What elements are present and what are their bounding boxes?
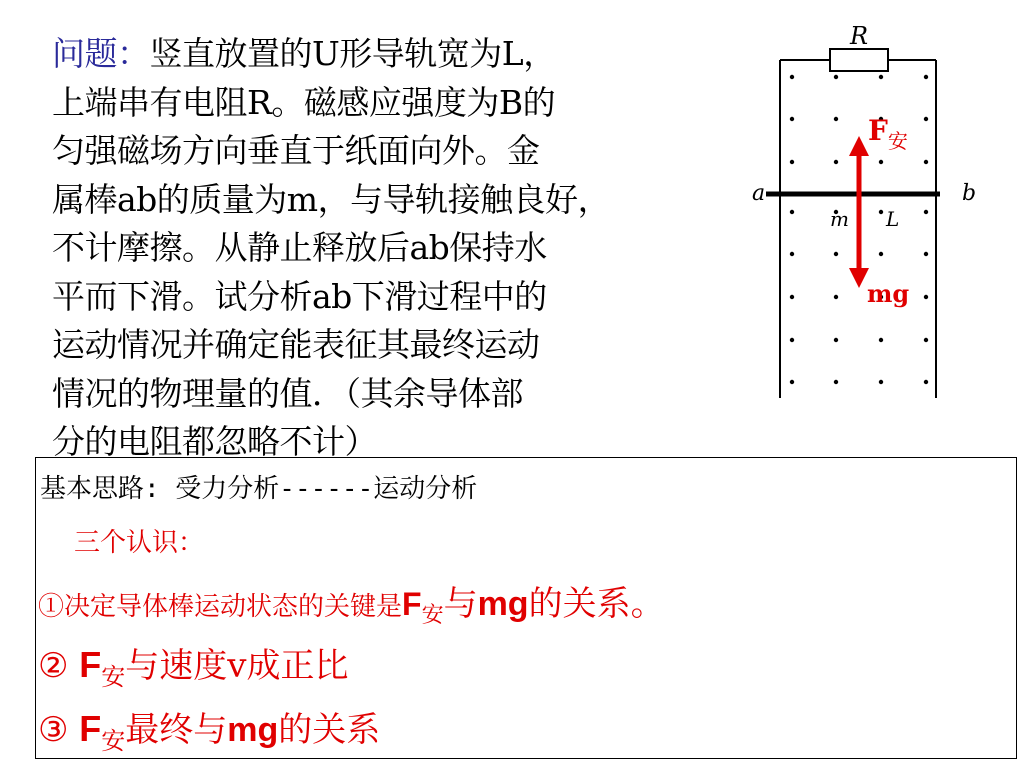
field-dot (834, 380, 838, 384)
rod-end-a: a (752, 181, 766, 206)
problem-line-2: 上端串有电阻R。磁感应强度为B的 (52, 82, 556, 122)
resistor-label: R (849, 22, 869, 50)
field-dot (924, 252, 928, 256)
point-2: ② $F_安$与速度v成正比 (38, 644, 349, 691)
force-arrows (849, 136, 869, 288)
resistor (830, 49, 888, 71)
field-dot (879, 160, 883, 164)
field-dot (790, 295, 794, 299)
problem-line-1 (52, 30, 702, 79)
field-dot (879, 338, 883, 342)
problem-text (52, 30, 702, 467)
circuit-diagram (748, 22, 988, 402)
three-points-heading: 三个认识： (74, 528, 205, 558)
problem-label: 问题： (52, 34, 150, 73)
field-dot (790, 210, 794, 214)
field-dot (834, 338, 838, 342)
summary-box (35, 457, 1017, 759)
field-dot (924, 338, 928, 342)
problem-line-3: 匀强磁场方向垂直于纸面向外。金 (52, 131, 540, 170)
field-dot (834, 117, 838, 121)
field-dot (879, 380, 883, 384)
problem-line-9: 分的电阻都忽略不计） (52, 422, 377, 461)
field-dot (879, 252, 883, 256)
field-dot (879, 210, 883, 214)
problem-text-line: 竖直放置的U形导轨宽为L， (149, 34, 556, 73)
field-dot (834, 295, 838, 299)
length-label: L (886, 207, 900, 231)
field-dot (924, 210, 928, 214)
point-1: ①决定导体棒运动状态的关键是$F_安$与mg的关系。 (38, 584, 665, 628)
field-dot (790, 117, 794, 121)
field-dot (924, 380, 928, 384)
field-dot (790, 252, 794, 256)
field-dot (924, 295, 928, 299)
problem-line-8: 情况的物理量的值．（其余导体部 (52, 373, 523, 413)
problem-line-5: 不计摩擦。从静止释放后ab保持水 (52, 228, 547, 267)
field-dot (790, 380, 794, 384)
field-dot (924, 75, 928, 79)
rod-end-b: b (962, 181, 977, 206)
problem-line-6: 平而下滑。试分析ab下滑过程中的 (52, 276, 547, 316)
field-dot (879, 75, 883, 79)
field-dot (834, 252, 838, 256)
up-arrowhead (849, 136, 869, 156)
problem-line-7: 运动情况并确定能表征其最终运动 (52, 325, 540, 364)
point-3: ③ $F_安$最终与mg的关系 (38, 708, 381, 755)
field-dot (924, 117, 928, 121)
field-dot (790, 75, 794, 79)
gravity-label: mg (867, 279, 910, 308)
field-dot (834, 75, 838, 79)
mass-label: m (830, 207, 849, 231)
problem-line-4: 属棒ab的质量为m，与导轨接触良好， (52, 179, 611, 219)
field-dot (790, 160, 794, 164)
down-arrowhead (849, 268, 869, 288)
field-dot (834, 160, 838, 164)
ampere-force-label: $F_安$ (868, 114, 908, 153)
field-dot (924, 160, 928, 164)
field-dot (790, 338, 794, 342)
basic-approach: 基本思路: 受力分析------运动分析 (40, 474, 478, 504)
